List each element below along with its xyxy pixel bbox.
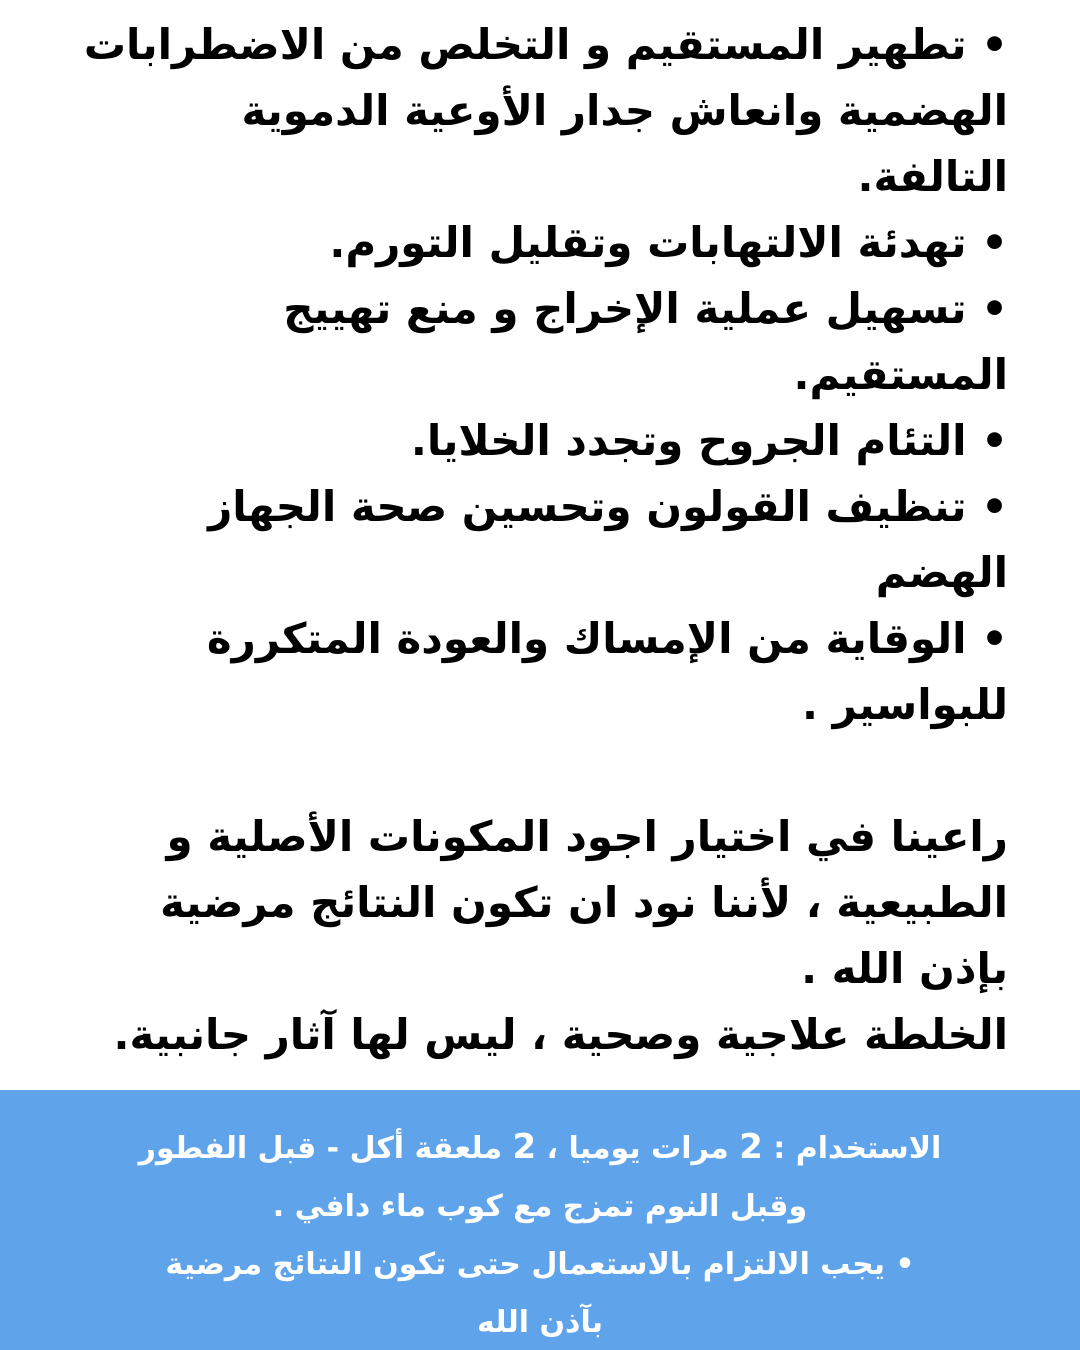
ingredients-note — [60, 804, 1008, 1002]
benefit-text: التالفة. — [857, 152, 1008, 201]
commitment-note-continued: بآذن الله — [477, 1305, 603, 1340]
usage-footer — [0, 1090, 1080, 1350]
usage-spoons-text: ملعقة أكل - قبل الفطور — [138, 1131, 513, 1166]
benefit-text: • تهدئة الالتهابات وتقليل التورم. — [60, 210, 1008, 276]
benefit-item — [60, 12, 1008, 210]
ingredients-text: راعينا في اختيار اجود المكونات الأصلية و — [166, 812, 1008, 861]
usage-instructions-continued: وقبل النوم تمزج مع كوب ماء دافي . — [272, 1189, 808, 1224]
side-effects-note — [60, 1002, 1008, 1068]
usage-instructions — [0, 1118, 1080, 1178]
benefit-text: الهضمية وانعاش جدار الأوعية الدموية — [241, 86, 1008, 135]
benefit-text: للبواسير . — [802, 680, 1008, 729]
benefit-text: المستقيم. — [793, 350, 1008, 399]
benefits-content — [60, 12, 1008, 1068]
benefit-item — [60, 210, 1008, 276]
usage-spoons-number: 2 — [512, 1127, 537, 1167]
benefit-text: • التئام الجروح وتجدد الخلايا. — [60, 408, 1008, 474]
benefit-item — [60, 276, 1008, 408]
benefit-text: • تسهيل عملية الإخراج و منع تهييج — [60, 276, 1008, 342]
usage-times-text: مرات يوميا ، — [536, 1131, 740, 1166]
ingredients-text: بإذن الله . — [801, 944, 1008, 993]
ingredients-text: الطبيعية ، لأننا نود ان تكون النتائج مرضية — [160, 878, 1008, 927]
benefit-item — [60, 408, 1008, 474]
benefit-item — [60, 606, 1008, 738]
benefit-text: الهضم — [875, 548, 1008, 597]
section-spacer — [60, 738, 1008, 804]
benefit-item — [60, 474, 1008, 606]
side-effects-text: الخلطة علاجية وصحية ، ليس لها آثار جانبية. — [113, 1010, 1008, 1059]
benefit-text: • تنظيف القولون وتحسين صحة الجهاز — [60, 474, 1008, 540]
benefit-text: • تطهير المستقيم و التخلص من الاضطرابات — [60, 12, 1008, 78]
benefit-text: • الوقاية من الإمساك والعودة المتكررة — [60, 606, 1008, 672]
usage-times-number: 2 — [739, 1127, 763, 1167]
usage-label: الاستخدام : — [762, 1131, 942, 1166]
benefits-list — [60, 12, 1008, 738]
commitment-note: • يجب الالتزام بالاستعمال حتى تكون النتائج مرضية — [165, 1247, 915, 1282]
